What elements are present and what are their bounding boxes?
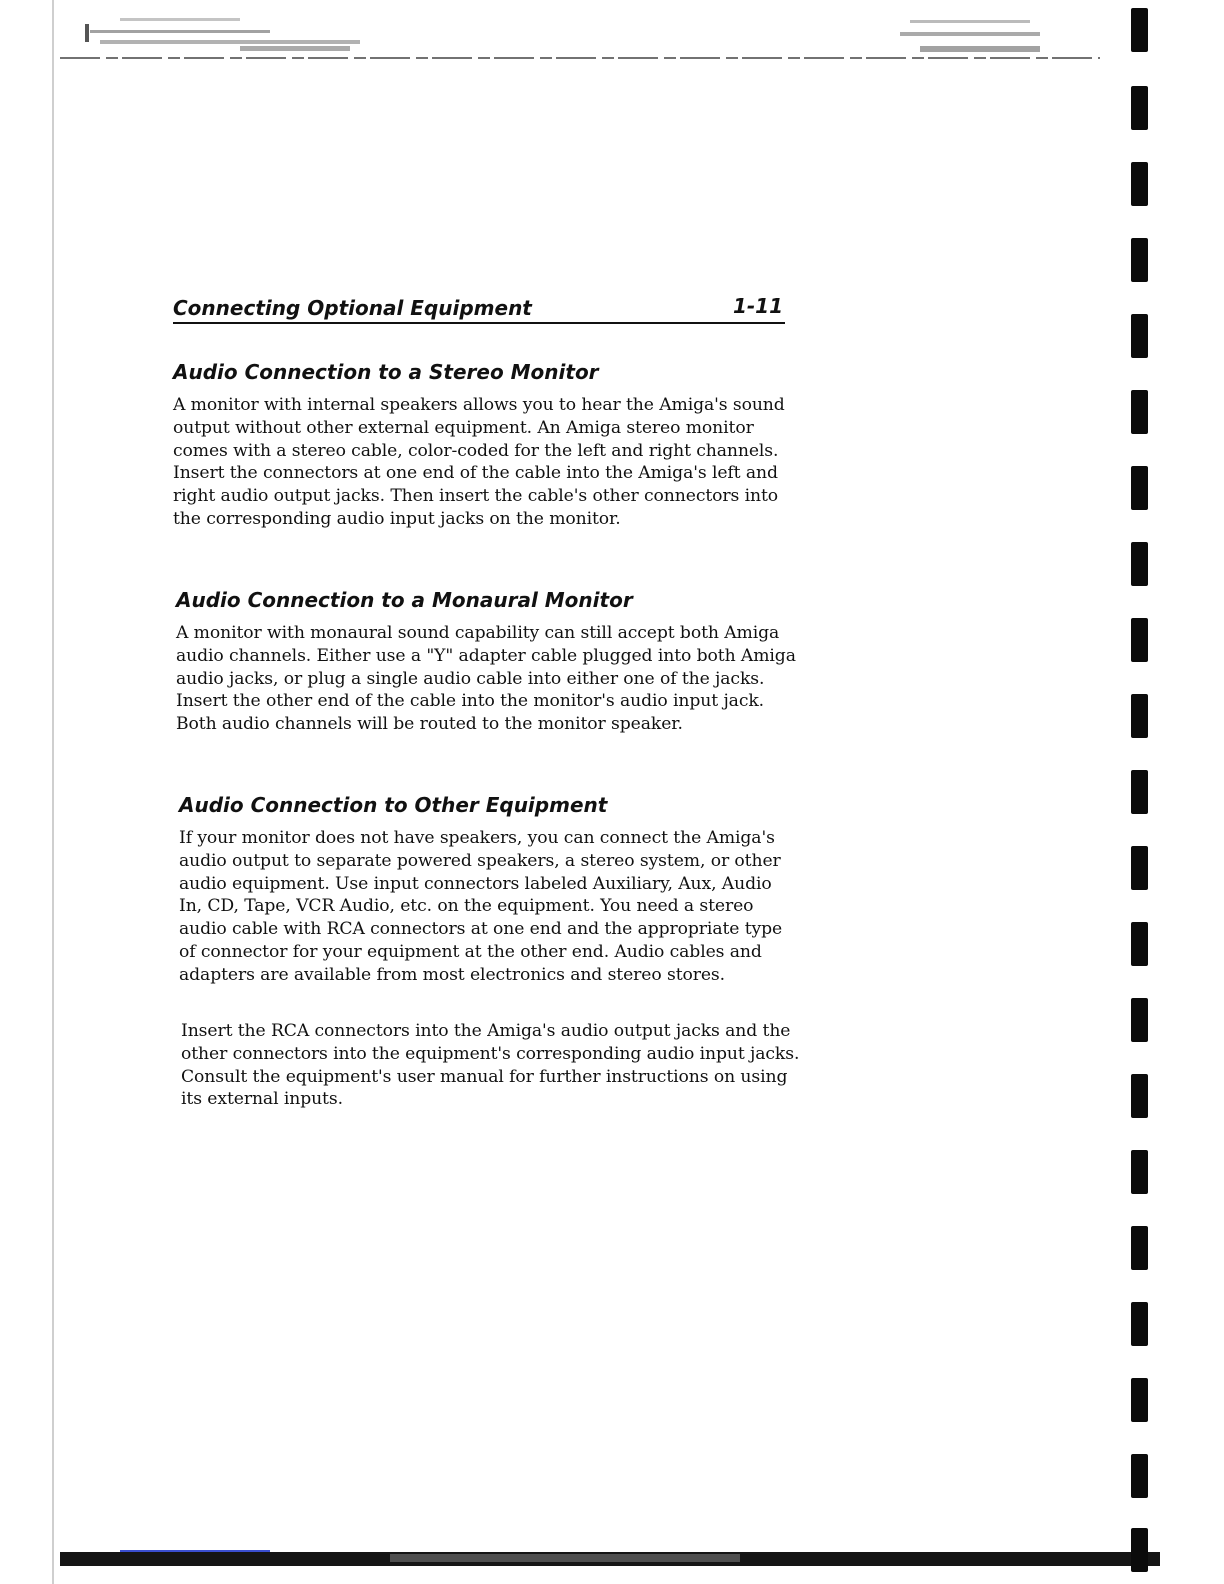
binder-hole bbox=[1131, 1302, 1148, 1346]
binder-hole bbox=[1131, 162, 1148, 206]
scan-noise-bottom bbox=[60, 1540, 1160, 1584]
binder-hole bbox=[1131, 618, 1148, 662]
binder-hole bbox=[1131, 238, 1148, 282]
section-heading-other: Audio Connection to Other Equipment bbox=[179, 793, 608, 817]
binder-hole bbox=[1131, 86, 1148, 130]
binder-hole bbox=[1131, 390, 1148, 434]
binder-hole bbox=[1131, 1378, 1148, 1422]
binder-hole bbox=[1131, 466, 1148, 510]
binder-hole bbox=[1131, 1150, 1148, 1194]
binder-hole bbox=[1131, 314, 1148, 358]
paragraph-other-1: If your monitor does not have speakers, you can connect the Amiga's audio output to separate powered speakers, a stereo system, or other audio equipment. Use input connectors labeled Auxiliary, Aux, Audio In, CD, Tape, VCR Audio, etc. on the equipment. You need a stereo audio cable with RCA connectors at one end and the appropriate type of connector for your equipment at the other end. Audio cables and adapters are available from most electronics and stereo stores. bbox=[179, 828, 783, 985]
section-heading-monaural: Audio Connection to a Monaural Monitor bbox=[176, 588, 633, 612]
paragraph-stereo: A monitor with internal speakers allows you to hear the Amiga's sound output without other external equipment. An Amiga stereo monitor comes with a stereo cable, color-coded for the left and right channels. Insert the connectors at one end of the cable into the Amiga's left and right audio output jacks. Then insert the cable's other connectors into the corresponding audio input jacks on the monitor. bbox=[173, 395, 785, 529]
paragraph-monaural: A monitor with monaural sound capability can still accept both Amiga audio channels. Either use a "Y" adapter cable plugged into both Amiga audio jacks, or plug a single audio cable into either one of the jacks. Insert the other end of the cable into the monitor's audio input jack. Both audio channels will be routed to the monitor speaker. bbox=[176, 623, 796, 735]
binder-hole bbox=[1131, 846, 1148, 890]
binder-hole bbox=[1131, 922, 1148, 966]
header-title: Connecting Optional Equipment bbox=[173, 296, 532, 320]
binder-hole bbox=[1131, 1074, 1148, 1118]
binder-hole bbox=[1131, 1454, 1148, 1498]
paragraph-other-2: Insert the RCA connectors into the Amiga's audio output jacks and the other connectors into the equipment's corresponding audio input jacks. Consult the equipment's user manual for further instructions on using its external inputs. bbox=[181, 1021, 800, 1110]
binder-holes bbox=[1131, 0, 1151, 1584]
page-number: 1-11 bbox=[732, 294, 783, 318]
binder-hole bbox=[1131, 694, 1148, 738]
binder-hole bbox=[1131, 8, 1148, 52]
section-heading-stereo: Audio Connection to a Stereo Monitor bbox=[173, 360, 599, 384]
page-left-edge bbox=[52, 0, 54, 1584]
binder-hole bbox=[1131, 1226, 1148, 1270]
binder-hole bbox=[1131, 1528, 1148, 1572]
running-header bbox=[173, 294, 785, 324]
binder-hole bbox=[1131, 770, 1148, 814]
binder-hole bbox=[1131, 998, 1148, 1042]
scan-noise-top bbox=[60, 0, 1110, 70]
binder-hole bbox=[1131, 542, 1148, 586]
